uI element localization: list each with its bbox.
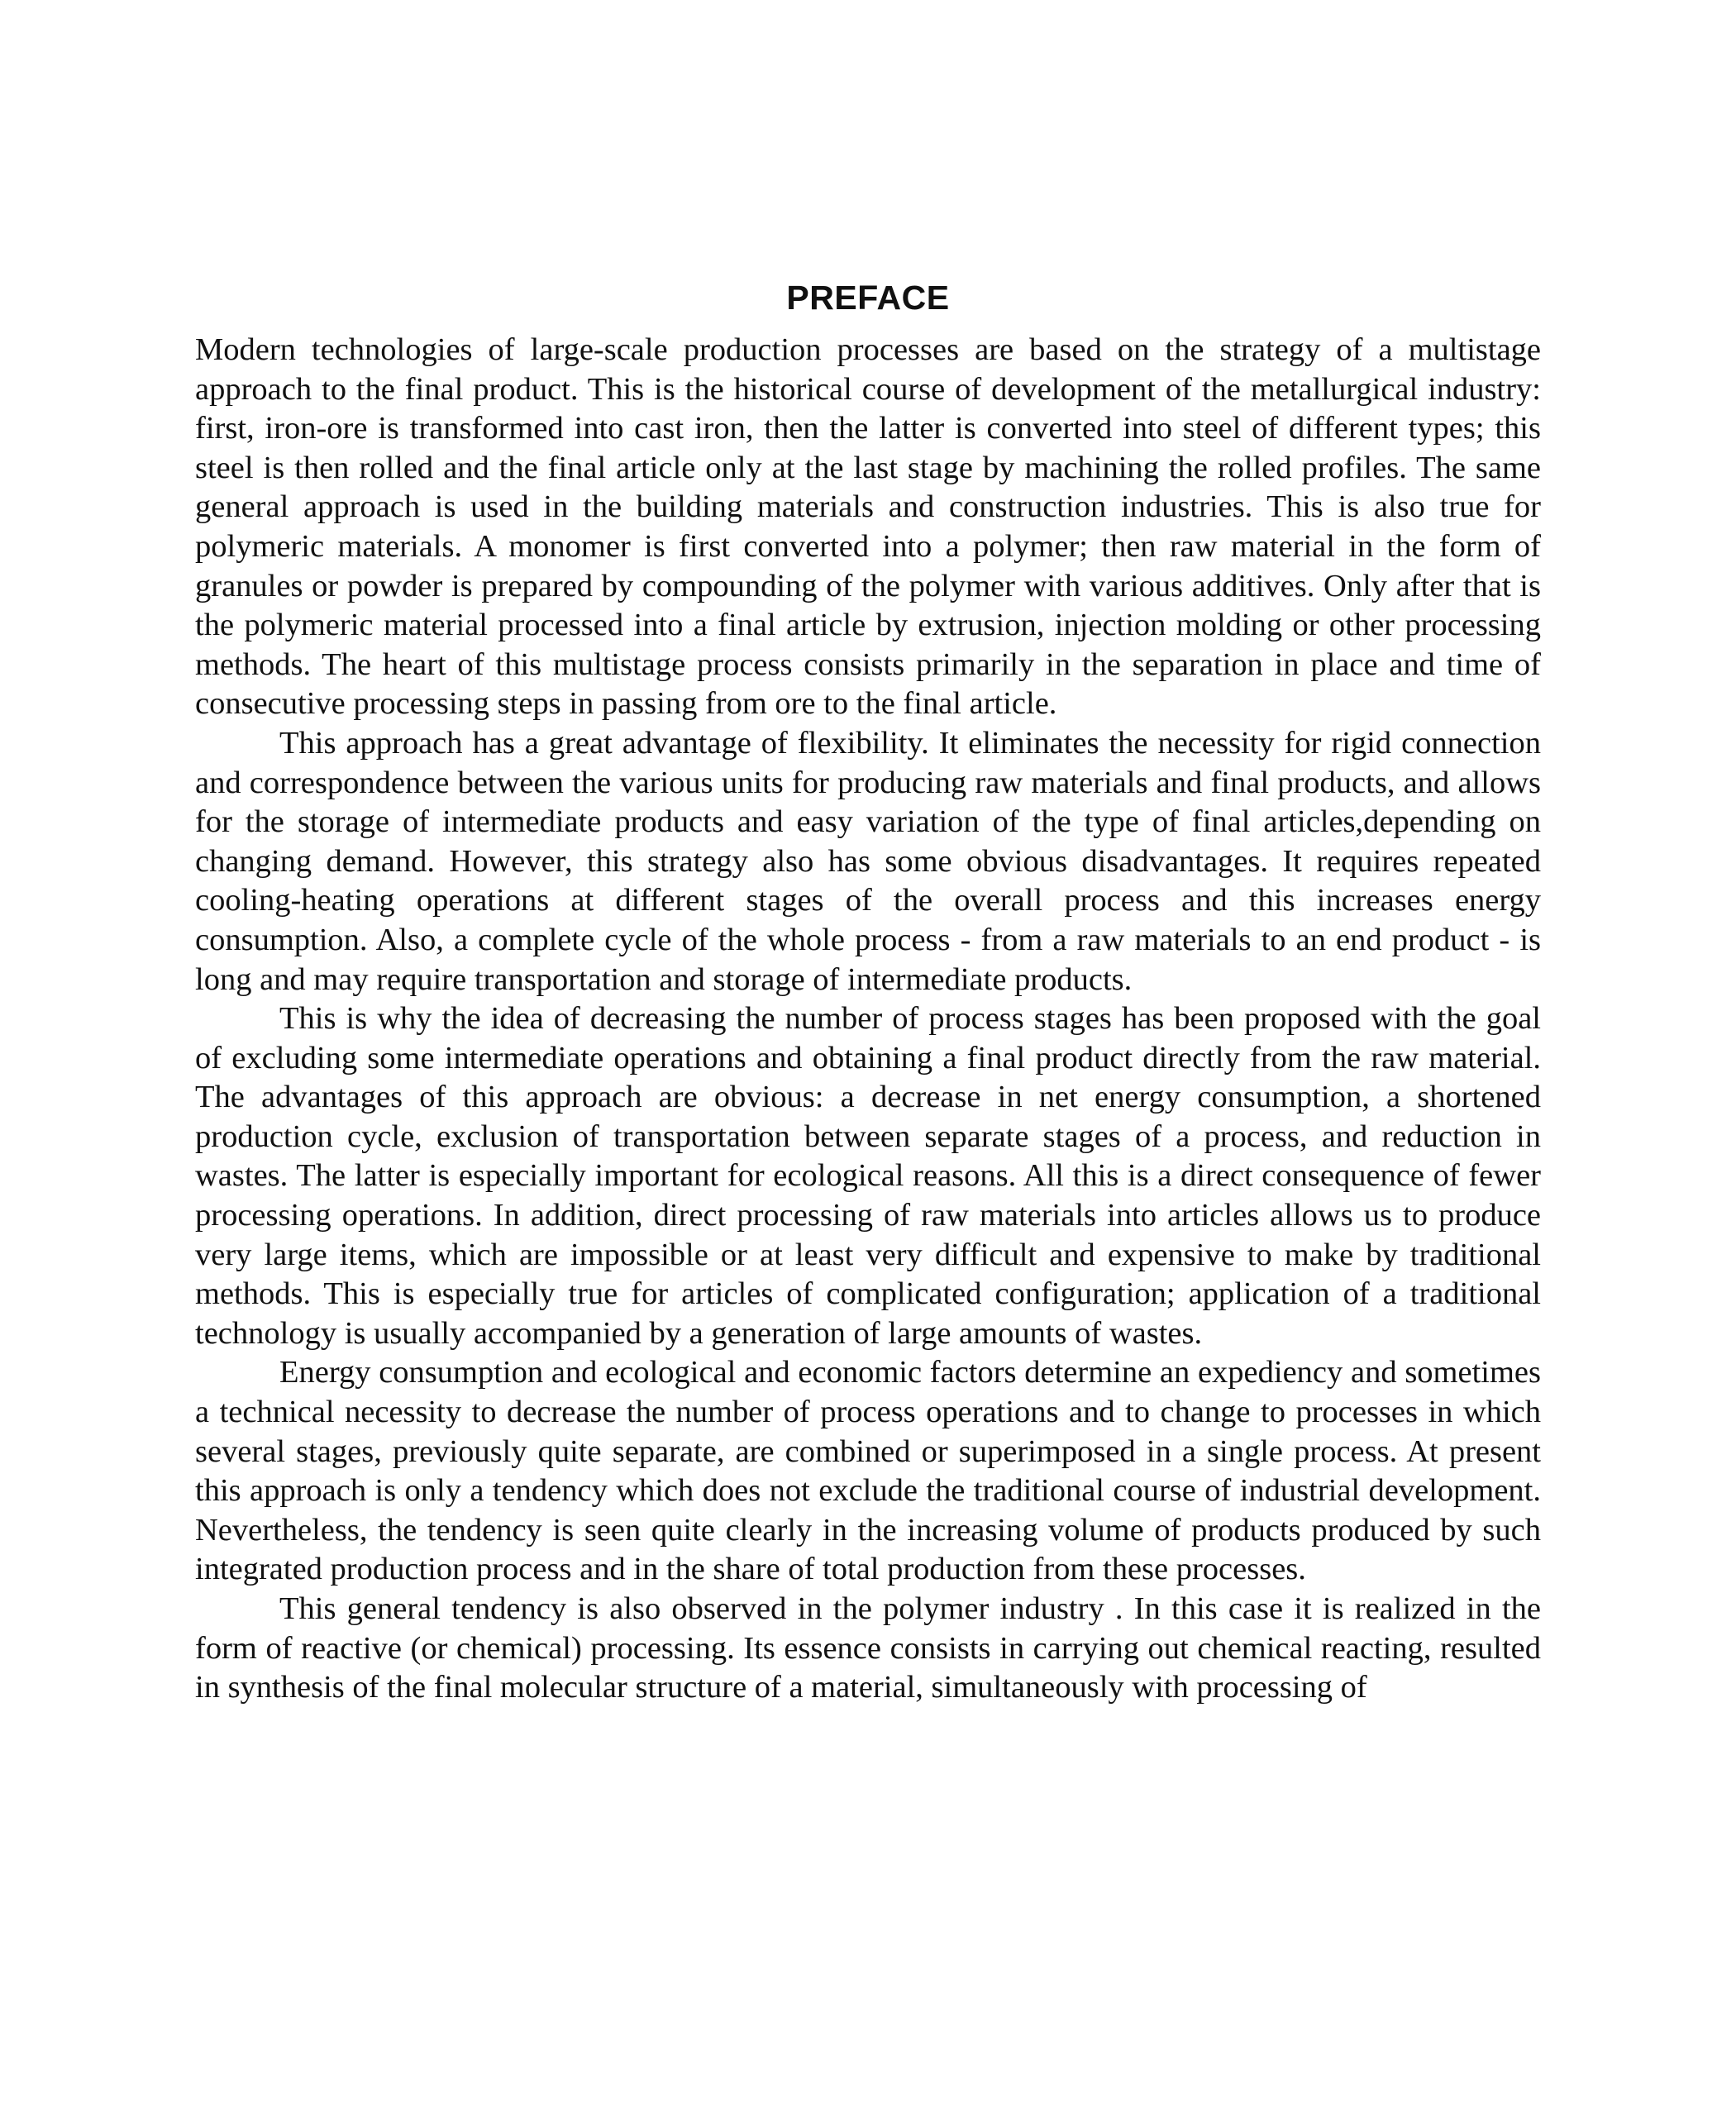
page-title: PREFACE bbox=[786, 279, 950, 317]
paragraph-1: Modern technologies of large-scale production processes are based on the strategy of a multistage approach to the final product. This is the historical course of development of the metallurgical industry: first, iron-ore is transformed into cast iron, then the latter is converted into steel of different types; this steel is then rolled and the final article only at the last stage by machining the rolled profiles. The same general approach is used in the building materials and construction industries. This is also true for polymeric materials. A monomer is first converted into a polymer; then raw material in the form of granules or powder is prepared by compounding of the polymer with various additives. Only after that is the polymeric material processed into a final article by extrusion, injection molding or other processing methods. The heart of this multistage process consists primarily in the separation in place and time of consecutive processing steps in passing from ore to the final article. bbox=[195, 332, 1541, 722]
body-text bbox=[195, 331, 1541, 1708]
paragraph-5: This general tendency is also observed in the polymer industry . In this case it is realized in the form of reactive (or chemical) processing. Its essence consists in carrying out chemical reacting, resulted in synthesis of the final molecular structure of a material, simultaneously with processing of bbox=[195, 1591, 1541, 1705]
paragraph-4: Energy consumption and ecological and economic factors determine an expediency and sometimes a technical necessity to decrease the number of process operations and to change to processes in which several stages, previously quite separate, are combined or superimposed in a single process. At present this approach is only a tendency which does not exclude the traditional course of industrial development. Nevertheless, the tendency is seen quite clearly in the increasing volume of products produced by such integrated production process and in the share of total production from these processes. bbox=[195, 1355, 1541, 1587]
paragraph-2: This approach has a great advantage of flexibility. It eliminates the necessity for rigid connection and correspondence between the various units for producing raw materials and final products, and allows for the storage of intermediate products and easy variation of the type of final articles,depending on changing demand. However, this strategy also has some obvious disadvantages. It requires repeated cooling-heating operations at different stages of the overall process and this increases energy consumption. Also, a complete cycle of the whole process - from a raw materials to an end product - is long and may require transportation and storage of intermediate products. bbox=[195, 725, 1541, 997]
paragraph-3: This is why the idea of decreasing the number of process stages has been proposed with the goal of excluding some intermediate operations and obtaining a final product directly from the raw material. The advantages of this approach are obvious: a decrease in net energy consumption, a shortened production cycle, exclusion of transportation between separate stages of a process, and reduction in wastes. The latter is especially important for ecological reasons. All this is a direct consequence of fewer processing operations. In addition, direct processing of raw materials into articles allows us to produce very large items, which are impossible or at least very difficult and expensive to make by traditional methods. This is especially true for articles of complicated configuration; application of a traditional technology is usually accompanied by a generation of large amounts of wastes. bbox=[195, 1001, 1541, 1351]
